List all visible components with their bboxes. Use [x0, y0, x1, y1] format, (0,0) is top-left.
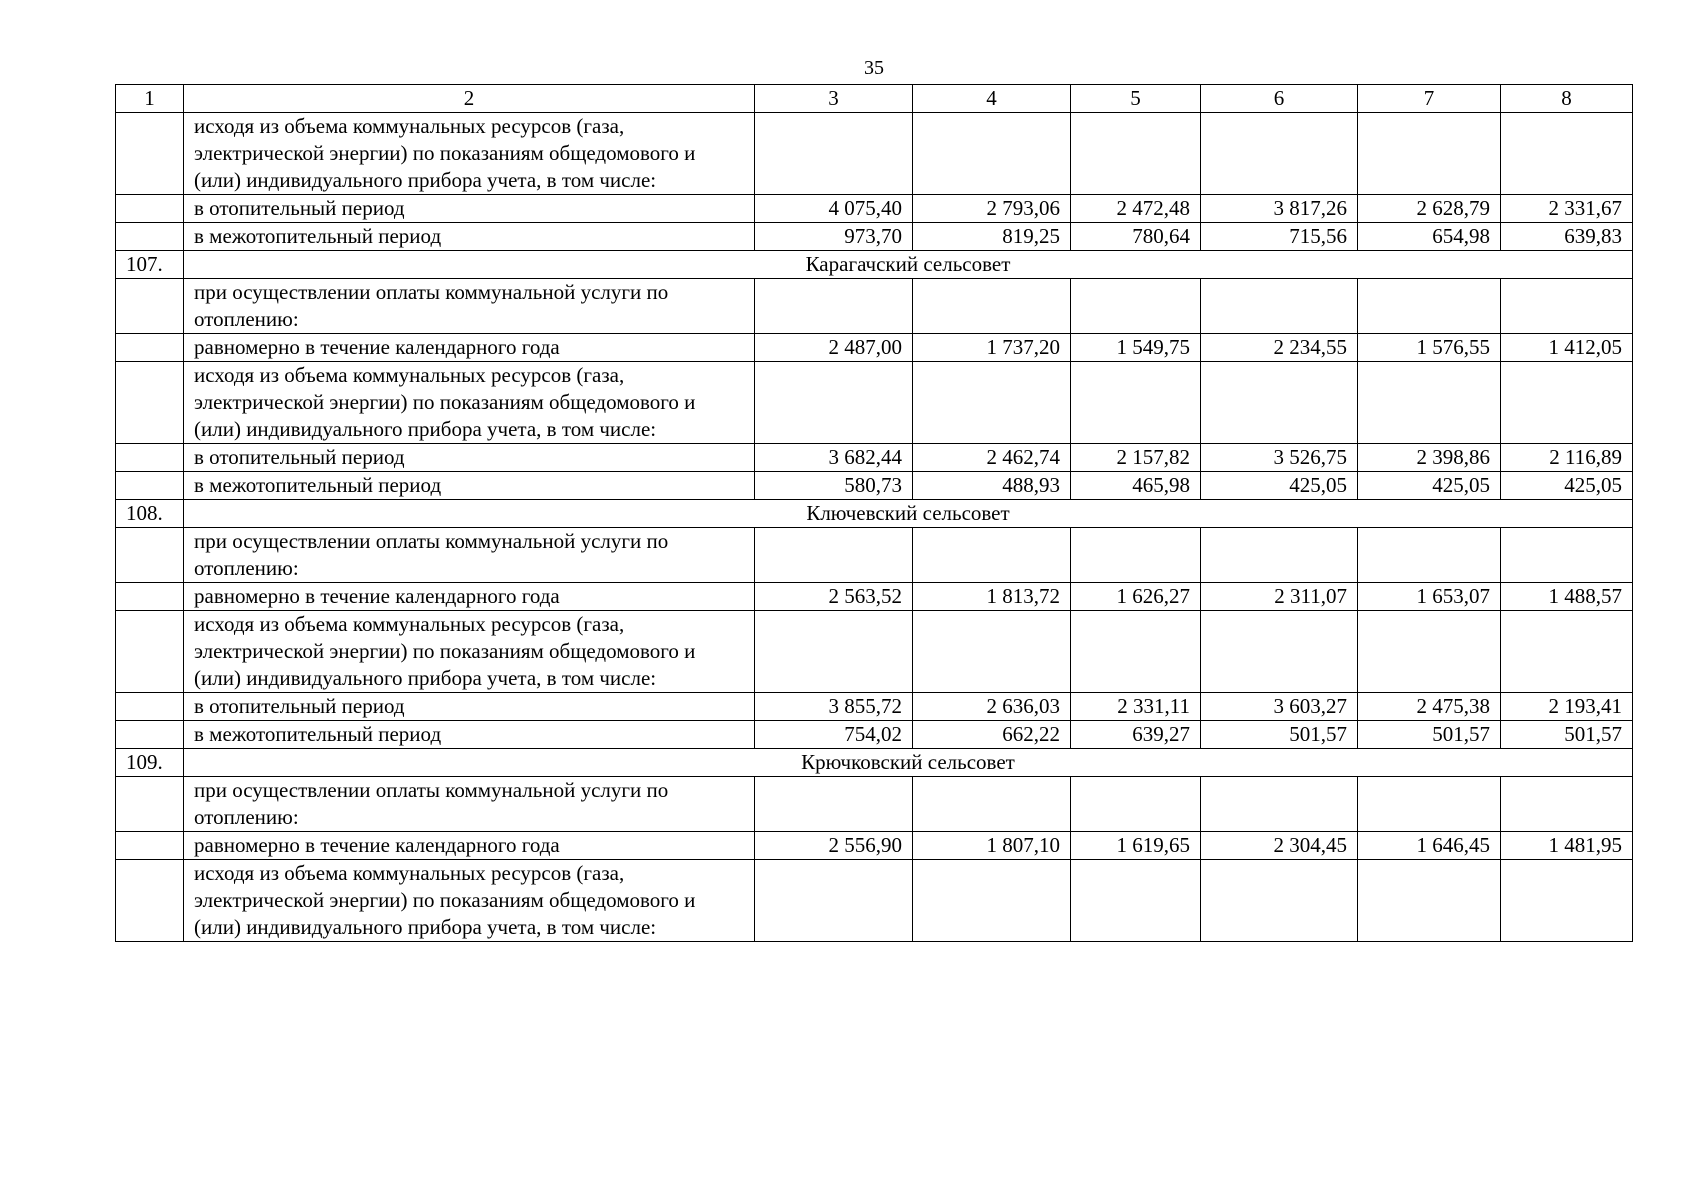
value-cell: 425,05: [1358, 472, 1501, 500]
row-number-cell: [116, 223, 184, 251]
value-cell: 3 855,72: [755, 693, 913, 721]
value-cell: [755, 362, 913, 444]
value-cell: [1501, 113, 1633, 195]
value-cell: 2 487,00: [755, 334, 913, 362]
value-cell: [1358, 279, 1501, 334]
row-number-cell: [116, 693, 184, 721]
description-row: [116, 528, 1633, 583]
value-cell: [1501, 362, 1633, 444]
row-label: исходя из объема коммунальных ресурсов (газа, электрической энергии) по показаниям общедомового и (или) индивидуального прибора учета, в том числе:: [184, 362, 755, 444]
value-cell: [1501, 611, 1633, 693]
value-cell: [1201, 362, 1358, 444]
value-cell: 1 626,27: [1071, 583, 1201, 611]
row-number-cell: [116, 777, 184, 832]
row-number-cell: [116, 362, 184, 444]
table-body: [116, 85, 1633, 942]
value-cell: [913, 528, 1071, 583]
row-label: в отопительный период: [184, 693, 755, 721]
table-row: [116, 195, 1633, 223]
value-cell: [755, 113, 913, 195]
value-cell: 2 304,45: [1201, 832, 1358, 860]
value-cell: 1 646,45: [1358, 832, 1501, 860]
value-cell: [1201, 279, 1358, 334]
value-cell: [1358, 528, 1501, 583]
row-label: равномерно в течение календарного года: [184, 832, 755, 860]
row-number-cell: [116, 472, 184, 500]
column-number: 2: [184, 85, 755, 113]
value-cell: 2 116,89: [1501, 444, 1633, 472]
value-cell: [1358, 362, 1501, 444]
value-cell: 2 331,67: [1501, 195, 1633, 223]
value-cell: 1 488,57: [1501, 583, 1633, 611]
value-cell: [1201, 777, 1358, 832]
row-number-cell: [116, 279, 184, 334]
description-row: [116, 362, 1633, 444]
row-label: в межотопительный период: [184, 721, 755, 749]
value-cell: 662,22: [913, 721, 1071, 749]
section-title: Карагачский сельсовет: [184, 251, 1633, 279]
value-cell: 1 549,75: [1071, 334, 1201, 362]
value-cell: 2 636,03: [913, 693, 1071, 721]
column-number: 4: [913, 85, 1071, 113]
value-cell: 501,57: [1358, 721, 1501, 749]
value-cell: 1 619,65: [1071, 832, 1201, 860]
row-label: в отопительный период: [184, 195, 755, 223]
value-cell: 3 526,75: [1201, 444, 1358, 472]
value-cell: 2 472,48: [1071, 195, 1201, 223]
row-number-cell: [116, 444, 184, 472]
value-cell: 3 682,44: [755, 444, 913, 472]
value-cell: [1071, 777, 1201, 832]
column-number: 6: [1201, 85, 1358, 113]
value-cell: [1071, 611, 1201, 693]
row-label: в межотопительный период: [184, 223, 755, 251]
value-cell: 501,57: [1501, 721, 1633, 749]
column-number: 1: [116, 85, 184, 113]
row-number-cell: [116, 583, 184, 611]
value-cell: [755, 860, 913, 942]
value-cell: 2 556,90: [755, 832, 913, 860]
value-cell: 2 628,79: [1358, 195, 1501, 223]
value-cell: [1201, 611, 1358, 693]
value-cell: 425,05: [1201, 472, 1358, 500]
value-cell: [1201, 113, 1358, 195]
tariff-table: [115, 84, 1633, 942]
value-cell: 1 412,05: [1501, 334, 1633, 362]
row-number-cell: [116, 860, 184, 942]
section-header-row: [116, 251, 1633, 279]
section-number: 109.: [116, 749, 184, 777]
value-cell: [1358, 611, 1501, 693]
column-number-row: [116, 85, 1633, 113]
value-cell: 465,98: [1071, 472, 1201, 500]
value-cell: 2 234,55: [1201, 334, 1358, 362]
value-cell: [913, 860, 1071, 942]
section-number: 108.: [116, 500, 184, 528]
row-label: при осуществлении оплаты коммунальной услуги по отоплению:: [184, 528, 755, 583]
row-label: при осуществлении оплаты коммунальной услуги по отоплению:: [184, 777, 755, 832]
value-cell: 654,98: [1358, 223, 1501, 251]
row-number-cell: [116, 113, 184, 195]
row-number-cell: [116, 611, 184, 693]
table-row: [116, 334, 1633, 362]
value-cell: [1358, 113, 1501, 195]
value-cell: 488,93: [913, 472, 1071, 500]
table-row: [116, 223, 1633, 251]
section-number: 107.: [116, 251, 184, 279]
table-row: [116, 444, 1633, 472]
value-cell: [913, 611, 1071, 693]
value-cell: 715,56: [1201, 223, 1358, 251]
description-row: [116, 611, 1633, 693]
value-cell: 2 563,52: [755, 583, 913, 611]
section-header-row: [116, 500, 1633, 528]
page-number: 35: [864, 57, 884, 79]
row-number-cell: [116, 832, 184, 860]
table-row: [116, 832, 1633, 860]
value-cell: [1071, 113, 1201, 195]
value-cell: [913, 113, 1071, 195]
value-cell: [913, 362, 1071, 444]
table-row: [116, 583, 1633, 611]
value-cell: [1071, 362, 1201, 444]
value-cell: [1071, 279, 1201, 334]
row-number-cell: [116, 334, 184, 362]
value-cell: 425,05: [1501, 472, 1633, 500]
value-cell: 2 793,06: [913, 195, 1071, 223]
section-title: Ключевский сельсовет: [184, 500, 1633, 528]
value-cell: [1201, 860, 1358, 942]
value-cell: 1 481,95: [1501, 832, 1633, 860]
description-row: [116, 279, 1633, 334]
value-cell: 2 193,41: [1501, 693, 1633, 721]
section-title: Крючковский сельсовет: [184, 749, 1633, 777]
value-cell: [1501, 777, 1633, 832]
value-cell: 501,57: [1201, 721, 1358, 749]
row-label: в межотопительный период: [184, 472, 755, 500]
description-row: [116, 777, 1633, 832]
value-cell: [913, 777, 1071, 832]
row-number-cell: [116, 721, 184, 749]
value-cell: 754,02: [755, 721, 913, 749]
row-label: в отопительный период: [184, 444, 755, 472]
row-number-cell: [116, 195, 184, 223]
table-row: [116, 472, 1633, 500]
row-label: исходя из объема коммунальных ресурсов (газа, электрической энергии) по показаниям общедомового и (или) индивидуального прибора учета, в том числе:: [184, 860, 755, 942]
value-cell: [1501, 860, 1633, 942]
value-cell: 3 603,27: [1201, 693, 1358, 721]
column-number: 7: [1358, 85, 1501, 113]
value-cell: 2 475,38: [1358, 693, 1501, 721]
section-header-row: [116, 749, 1633, 777]
value-cell: 4 075,40: [755, 195, 913, 223]
row-label: равномерно в течение календарного года: [184, 583, 755, 611]
value-cell: [1501, 279, 1633, 334]
value-cell: [755, 611, 913, 693]
row-label: исходя из объема коммунальных ресурсов (газа, электрической энергии) по показаниям общедомового и (или) индивидуального прибора учета, в том числе:: [184, 113, 755, 195]
row-label: при осуществлении оплаты коммунальной услуги по отоплению:: [184, 279, 755, 334]
value-cell: 819,25: [913, 223, 1071, 251]
value-cell: [1358, 777, 1501, 832]
value-cell: 1 813,72: [913, 583, 1071, 611]
table-row: [116, 693, 1633, 721]
value-cell: 2 331,11: [1071, 693, 1201, 721]
value-cell: [1501, 528, 1633, 583]
table-row: [116, 721, 1633, 749]
description-row: [116, 860, 1633, 942]
value-cell: [1358, 860, 1501, 942]
value-cell: 1 653,07: [1358, 583, 1501, 611]
value-cell: [1071, 860, 1201, 942]
value-cell: 2 157,82: [1071, 444, 1201, 472]
row-label: исходя из объема коммунальных ресурсов (газа, электрической энергии) по показаниям общедомового и (или) индивидуального прибора учета, в том числе:: [184, 611, 755, 693]
row-number-cell: [116, 528, 184, 583]
value-cell: 580,73: [755, 472, 913, 500]
value-cell: 3 817,26: [1201, 195, 1358, 223]
value-cell: [755, 528, 913, 583]
value-cell: [913, 279, 1071, 334]
column-number: 5: [1071, 85, 1201, 113]
value-cell: [1071, 528, 1201, 583]
value-cell: 2 311,07: [1201, 583, 1358, 611]
description-row: [116, 113, 1633, 195]
row-label: равномерно в течение календарного года: [184, 334, 755, 362]
value-cell: 973,70: [755, 223, 913, 251]
value-cell: 1 737,20: [913, 334, 1071, 362]
value-cell: 639,83: [1501, 223, 1633, 251]
value-cell: 1 807,10: [913, 832, 1071, 860]
value-cell: [1201, 528, 1358, 583]
column-number: 8: [1501, 85, 1633, 113]
column-number: 3: [755, 85, 913, 113]
value-cell: 2 398,86: [1358, 444, 1501, 472]
value-cell: 1 576,55: [1358, 334, 1501, 362]
value-cell: 2 462,74: [913, 444, 1071, 472]
value-cell: [755, 777, 913, 832]
value-cell: [755, 279, 913, 334]
value-cell: 639,27: [1071, 721, 1201, 749]
value-cell: 780,64: [1071, 223, 1201, 251]
